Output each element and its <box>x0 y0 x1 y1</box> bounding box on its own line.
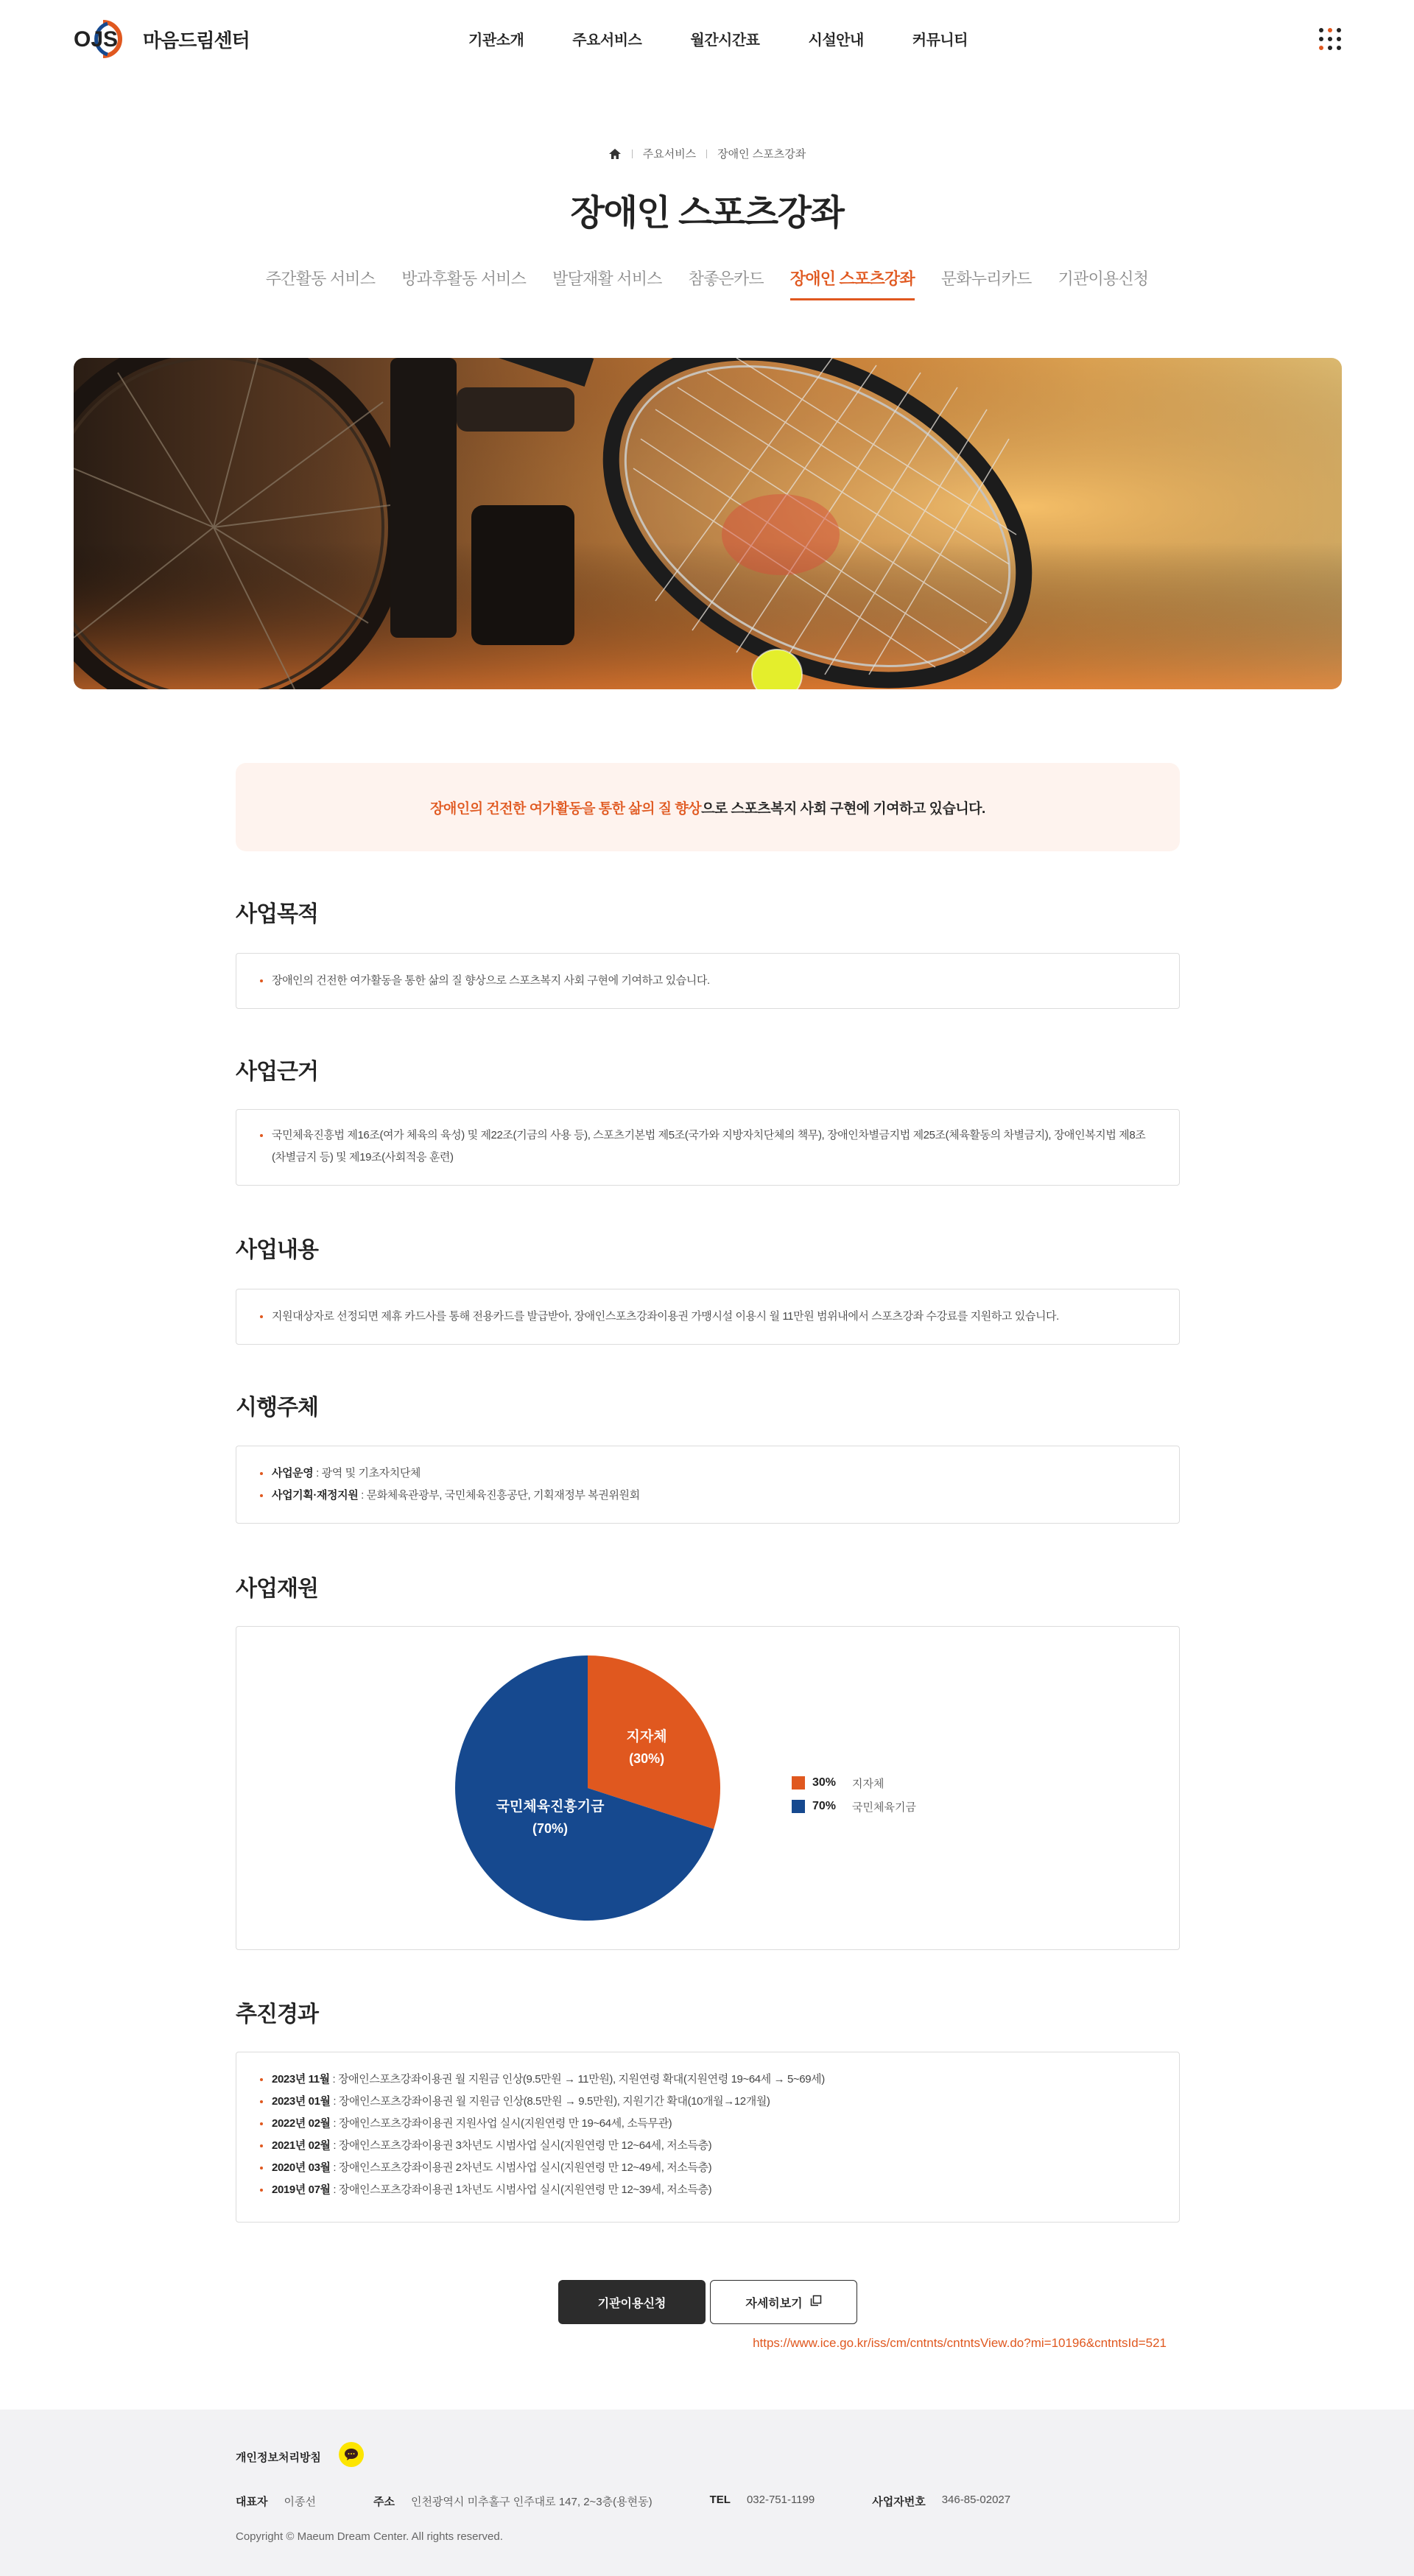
breadcrumb-separator <box>632 149 633 158</box>
ojs-logo-icon <box>74 16 134 62</box>
history-date: 2023년 11월 <box>272 2073 330 2086</box>
legend-swatch <box>792 1800 805 1813</box>
operator-key: 사업운영 <box>272 1467 314 1479</box>
list-item <box>260 2157 1156 2179</box>
list-item <box>260 2091 1156 2113</box>
nav-item-timetable[interactable]: 월간시간표 <box>690 32 760 49</box>
pie-label-percent: (70%) <box>532 1821 569 1837</box>
logo-text: 마음드림센터 <box>143 29 250 52</box>
hero-image-wheelchair-tennis <box>74 358 1342 689</box>
purpose-box <box>236 953 1180 1009</box>
history-date: 2021년 02월 <box>272 2139 331 2152</box>
footer-info-value: 이종선 <box>284 2496 316 2508</box>
section-title-history: 추진경과 <box>236 2002 318 2027</box>
new-window-icon <box>810 2295 822 2310</box>
section-title-basis: 사업근거 <box>236 1060 318 1084</box>
svg-text:OJS: OJS <box>74 27 119 52</box>
list-item <box>260 2179 1156 2201</box>
footer-info-tel <box>710 2494 815 2509</box>
legend-swatch <box>792 1776 805 1790</box>
legend-item-sports-fund <box>792 1795 916 1818</box>
section-title-funding: 사업재원 <box>236 1577 318 1601</box>
chart-legend <box>792 1771 916 1818</box>
main-nav <box>468 28 968 49</box>
detail-button-label: 자세히보기 <box>745 2297 803 2310</box>
footer-info-address <box>373 2494 653 2509</box>
tab-disabled-sports[interactable]: 장애인 스포츠강좌 <box>790 267 915 300</box>
history-date: 2022년 02월 <box>272 2117 331 2130</box>
legend-label: 지자체 <box>852 1777 884 1790</box>
list-item: 지원대상자로 선정되면 제휴 카드사를 통해 전용카드를 발급받아, 장애인스포츠강좌이용권 가맹시설 이용시 월 11만원 범위내에서 스포츠강좌 수강료를 지원하고 있습니다. <box>260 1306 1156 1328</box>
section-title-purpose: 사업목적 <box>236 902 318 926</box>
legend-item-local <box>792 1771 916 1795</box>
operator-value: : 문화체육관광부, 국민체육진흥공단, 기획재정부 복권위원회 <box>358 1489 640 1502</box>
tab-culture-card[interactable]: 문화누리카드 <box>940 270 1032 288</box>
privacy-policy-link[interactable]: 개인정보처리방침 <box>236 2452 321 2464</box>
kakao-talk-icon[interactable] <box>339 2442 364 2467</box>
funding-pie-chart <box>236 1627 1181 1951</box>
nav-item-about[interactable]: 기관소개 <box>468 32 524 49</box>
footer-info-key: TEL <box>709 2494 731 2506</box>
nav-item-services[interactable]: 주요서비스 <box>572 32 642 49</box>
funding-chart-box <box>236 1626 1180 1950</box>
nav-item-facility[interactable]: 시설안내 <box>808 32 864 49</box>
legend-value: 70% <box>812 1800 837 1812</box>
tab-facility-apply[interactable]: 기관이용신청 <box>1058 270 1149 288</box>
service-tabs <box>0 267 1414 300</box>
basis-box <box>236 1109 1180 1186</box>
tab-good-card[interactable]: 참좋은카드 <box>688 270 764 288</box>
breadcrumb-item-services[interactable]: 주요서비스 <box>642 148 697 161</box>
site-footer <box>0 2410 1414 2576</box>
footer-info <box>236 2494 1068 2509</box>
list-item: 장애인의 건전한 여가활동을 통한 삶의 질 향상으로 스포츠복지 사회 구현에 기여하고 있습니다. <box>260 970 1156 992</box>
history-box <box>236 2052 1180 2223</box>
section-title-operator: 시행주체 <box>236 1396 318 1420</box>
list-item: 국민체육진흥법 제16조(여가 체육의 육성) 및 제22조(기금의 사용 등), 스포츠기본법 제5조(국가와 지방자치단체의 책무), 장애인차별금지법 제25조(체육활동의 차별금지), 장애인복지법 제8조(차별금지 등) 및 제19조(사회적응 훈련) <box>260 1125 1156 1169</box>
history-text: : 장애인스포츠강좌이용권 월 지원금 인상(9.5만원 → 11만원), 지원연령 확대(지원연령 19~64세 → 5~69세) <box>329 2073 825 2086</box>
pie-label-percent: (30%) <box>629 1750 665 1766</box>
footer-info-business-number <box>872 2494 1010 2509</box>
content-box <box>236 1289 1180 1345</box>
nav-item-community[interactable]: 커뮤니티 <box>912 32 968 49</box>
intro-text: 으로 스포츠복지 사회 구현에 기여하고 있습니다. <box>701 800 985 817</box>
breadcrumb <box>0 146 1414 161</box>
page-title: 장애인 스포츠강좌 <box>570 194 844 233</box>
intro-banner <box>236 763 1180 851</box>
operator-box <box>236 1446 1180 1524</box>
list-item <box>260 1485 1156 1507</box>
tab-after-school[interactable]: 방과후활동 서비스 <box>401 270 527 288</box>
list-item <box>260 2113 1156 2135</box>
site-logo[interactable] <box>74 16 250 62</box>
history-text: : 장애인스포츠강좌이용권 2차년도 시범사업 실시(지원연령 만 12~49세, 저소득층) <box>330 2161 712 2174</box>
section-title-content: 사업내용 <box>236 1238 318 1262</box>
tab-day-activity[interactable]: 주간활동 서비스 <box>265 270 376 288</box>
footer-info-key: 대표자 <box>236 2496 268 2508</box>
footer-info-value: 인천광역시 미추홀구 인주대로 147, 2~3층(용현동) <box>410 2496 653 2508</box>
site-header <box>0 0 1414 78</box>
home-icon[interactable] <box>608 148 622 160</box>
history-date: 2023년 01월 <box>272 2095 331 2108</box>
history-date: 2020년 03월 <box>272 2161 331 2174</box>
list-item <box>260 2069 1156 2091</box>
footer-info-value: 032-751-1199 <box>746 2494 815 2506</box>
breadcrumb-item-current: 장애인 스포츠강좌 <box>717 148 806 161</box>
footer-info-value: 346-85-02027 <box>941 2494 1011 2506</box>
footer-info-key: 주소 <box>373 2496 395 2508</box>
footer-info-key: 사업자번호 <box>872 2496 926 2508</box>
external-link[interactable]: https://www.ice.go.kr/iss/cm/cntnts/cntntsView.do?mi=10196&cntntsId=521 <box>753 2336 1167 2350</box>
detail-button[interactable] <box>710 2280 857 2324</box>
list-item <box>260 1463 1156 1485</box>
history-text: : 장애인스포츠강좌이용권 월 지원금 인상(8.5만원 → 9.5만원), 지원기간 확대(10개월→12개월) <box>330 2095 770 2108</box>
history-text: : 장애인스포츠강좌이용권 3차년도 시범사업 실시(지원연령 만 12~64세, 저소득층) <box>330 2139 712 2152</box>
history-text: : 장애인스포츠강좌이용권 지원사업 실시(지원연령 만 19~64세, 소득무관) <box>330 2117 672 2130</box>
history-date: 2019년 07월 <box>272 2183 331 2196</box>
all-menu-grid-icon[interactable] <box>1319 28 1341 50</box>
pie-label-name: 지자체 <box>626 1728 667 1745</box>
operator-value: : 광역 및 기초자치단체 <box>313 1467 421 1479</box>
footer-info-ceo <box>236 2494 316 2509</box>
breadcrumb-separator <box>706 149 707 158</box>
copyright: Copyright © Maeum Dream Center. All rights reserved. <box>236 2530 503 2543</box>
operator-key: 사업기획·재정지원 <box>272 1489 359 1502</box>
apply-button[interactable]: 기관이용신청 <box>558 2280 706 2324</box>
action-buttons <box>236 2280 1180 2324</box>
pie-label-name: 국민체육진흥기금 <box>496 1799 605 1815</box>
legend-value: 30% <box>812 1776 837 1789</box>
list-item <box>260 2135 1156 2157</box>
history-text: : 장애인스포츠강좌이용권 1차년도 시범사업 실시(지원연령 만 12~39세, 저소득층) <box>330 2183 712 2196</box>
intro-highlight: 장애인의 건전한 여가활동을 통한 삶의 질 향상 <box>430 800 702 817</box>
tab-development-rehab[interactable]: 발달재활 서비스 <box>552 270 662 288</box>
legend-label: 국민체육기금 <box>852 1801 916 1814</box>
